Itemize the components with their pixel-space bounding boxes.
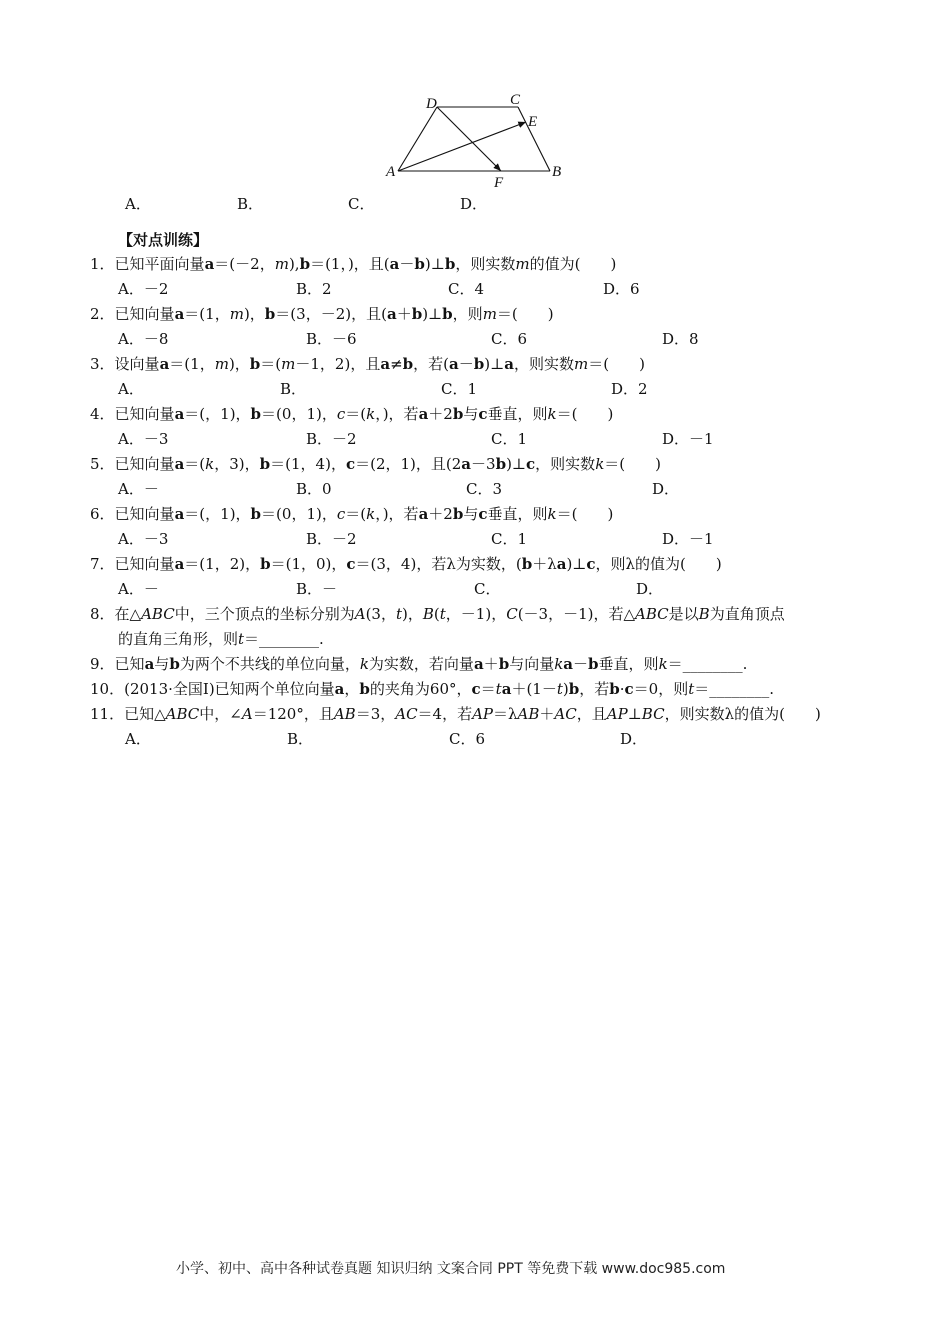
- q11-choice-a: A．: [125, 730, 151, 748]
- question-2: 2．已知向量a＝(1，m)，b＝(3，－2)，且(a＋b)⊥b，则m＝( ): [90, 305, 554, 323]
- question-6: 6．已知向量a＝(，1)，b＝(0，1)，c＝(k，)，若a＋2b与c垂直，则k＝( ): [90, 505, 614, 523]
- q6-choice-b: B．－2: [306, 530, 357, 548]
- q11-choice-c: C．6: [449, 730, 486, 748]
- segment-AD: [398, 107, 437, 171]
- q6-choice-a: A．－3: [118, 530, 169, 548]
- q7-choice-c: C．: [474, 580, 501, 598]
- q2-choice-c: C．6: [491, 330, 528, 348]
- vector-DF: [437, 107, 501, 171]
- q5-choice-b: B．0: [296, 480, 332, 498]
- top-choice-a: A．: [125, 195, 151, 213]
- q4-choice-a: A．－3: [118, 430, 169, 448]
- vector-AE: [398, 122, 526, 171]
- q3-choice-a: A．: [118, 380, 144, 398]
- q1-choice-d: D．6: [603, 280, 640, 298]
- q11-choice-b: B．: [287, 730, 314, 748]
- q5-choice-a: A．－: [118, 480, 159, 498]
- q7-choice-d: D．: [636, 580, 664, 598]
- section-heading: 【对点训练】: [118, 231, 209, 249]
- q3-choice-c: C．1: [441, 380, 478, 398]
- question-10: 10．(2013·全国Ⅰ)已知两个单位向量a，b的夹角为60°，c＝ta＋(1－t)b，若b·c＝0，则t＝________.: [90, 680, 775, 698]
- question-3: 3．设向量a＝(1，m)，b＝(m－1，2)，且a≠b，若(a－b)⊥a，则实数m＝( ): [90, 355, 645, 373]
- question-9: 9．已知a与b为两个不共线的单位向量，k为实数，若向量a＋b与向量ka－b垂直，则k＝________.: [90, 655, 748, 673]
- question-5: 5．已知向量a＝(k，3)，b＝(1，4)，c＝(2，1)，且(2a－3b)⊥c，则实数k＝( ): [90, 455, 661, 473]
- question-11: 11．已知△ABC中，∠A＝120°，且AB＝3，AC＝4，若AP＝λAB＋AC，且AP⊥BC，则实数λ的值为( ): [90, 705, 821, 723]
- q5-choice-c: C．3: [466, 480, 503, 498]
- q4-choice-b: B．－2: [306, 430, 357, 448]
- q1-choice-a: A．－2: [118, 280, 169, 298]
- question-7: 7．已知向量a＝(1，2)，b＝(1，0)，c＝(3，4)，若λ为实数，(b＋λa)⊥c，则λ的值为( ): [90, 555, 722, 573]
- label-B: B: [552, 164, 562, 180]
- q5-choice-d: D．: [652, 480, 680, 498]
- q7-choice-a: A．－: [118, 580, 159, 598]
- top-choice-c: C．: [348, 195, 375, 213]
- q6-choice-c: C．1: [491, 530, 528, 548]
- label-E: E: [528, 114, 538, 130]
- top-choice-d: D．: [460, 195, 488, 213]
- top-choice-b: B．: [237, 195, 264, 213]
- q3-choice-b: B．: [280, 380, 307, 398]
- question-4: 4．已知向量a＝(，1)，b＝(0，1)，c＝(k，)，若a＋2b与c垂直，则k＝( ): [90, 405, 614, 423]
- trapezoid-figure: [380, 92, 570, 192]
- label-F: F: [494, 175, 504, 191]
- question-8: 8．在△ABC中，三个顶点的坐标分别为A(3，t)，B(t，－1)，C(－3，－1)，若△ABC是以B为直角顶点: [90, 605, 785, 623]
- q4-choice-d: D．－1: [662, 430, 714, 448]
- question-1: 1．已知平面向量a＝(－2，m),b＝(1，)，且(a－b)⊥b，则实数m的值为( ): [90, 255, 617, 273]
- q4-choice-c: C．1: [491, 430, 528, 448]
- footer-text: 小学、初中、高中各种试卷真题 知识归纳 文案合同 PPT 等免费下载 www.doc985.com: [176, 1261, 726, 1277]
- q3-choice-d: D．2: [611, 380, 648, 398]
- label-C: C: [510, 92, 521, 108]
- q7-choice-b: B．－: [296, 580, 338, 598]
- label-D: D: [426, 96, 437, 112]
- q2-choice-a: A．－8: [118, 330, 169, 348]
- q2-choice-d: D．8: [662, 330, 699, 348]
- question-8-line-2: 的直角三角形，则t＝________.: [118, 630, 324, 648]
- q2-choice-b: B．－6: [306, 330, 357, 348]
- label-A: A: [386, 164, 396, 180]
- q6-choice-d: D．－1: [662, 530, 714, 548]
- q1-choice-c: C．4: [448, 280, 485, 298]
- q1-choice-b: B．2: [296, 280, 332, 298]
- q11-choice-d: D．: [620, 730, 648, 748]
